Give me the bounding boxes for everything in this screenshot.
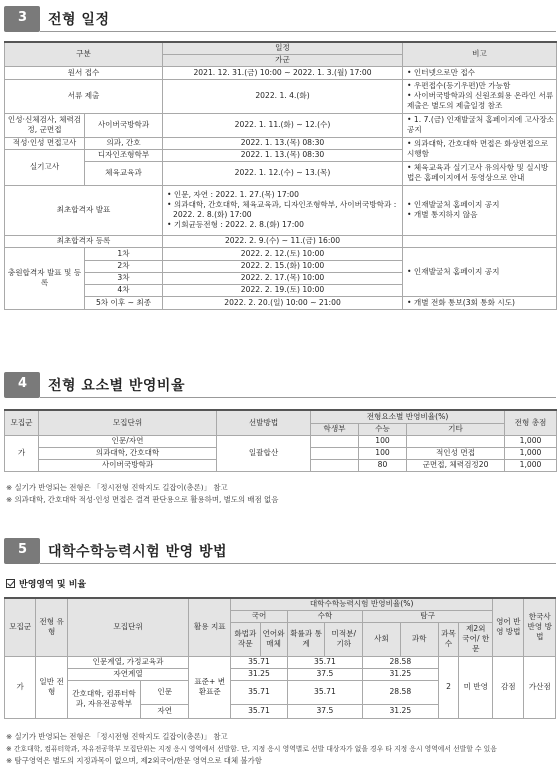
header-type: 전형 유형: [36, 598, 67, 656]
header-etc: 기타: [407, 423, 505, 435]
round-date: 2022. 2. 19.(토) 10:00: [163, 284, 403, 296]
header-index: 활용 지표: [189, 598, 231, 656]
header-math: 수학: [287, 610, 362, 622]
suneung-table: [4, 597, 556, 719]
row-note: • 인터넷으로만 접수: [403, 66, 557, 79]
student-cell: [311, 447, 359, 459]
suneung-note: ※ 간호대학, 컴퓨터학과, 자유전공학부 모집단위는 지정 응시 영역에서 선발함. 단, 지정 응시 영역별로 선발 대상자가 없을 경우 타 지정 응시 영역에서 선발할 수 있음: [6, 745, 497, 753]
subsection-heading: 반영영역 및 비율: [6, 577, 86, 590]
row-sub: 의과, 간호: [85, 137, 163, 149]
header-eng: 영어 반영 방법: [493, 598, 524, 656]
section-title: 전형 요소별 반영비율: [48, 378, 185, 394]
eng-cell: 감점: [493, 656, 524, 718]
round-label: 5차 이후 ~ 최종: [85, 296, 163, 309]
unit-cell: 의과대학, 간호대학: [39, 447, 217, 459]
suneung-cell: 80: [359, 459, 407, 471]
inq-cell: 31.25: [363, 668, 438, 680]
row-note: • 1. 7.(금) 인재발굴처 홈페이지에 고사장소 공지: [403, 113, 557, 137]
schedule-table: [4, 41, 557, 310]
sub-cell: 자연: [141, 704, 189, 718]
section-5-heading: [4, 538, 556, 564]
header-student: 학생부: [311, 423, 359, 435]
math-cell: 35.71: [287, 656, 362, 668]
header-gubun: 구분: [5, 42, 163, 66]
header-ratio: 전형요소별 반영비율(%): [311, 410, 505, 423]
row-note: • 개별 전화 통보(3회 통화 시도): [403, 296, 557, 309]
round-label: 2차: [85, 260, 163, 272]
ratio-note: ※ 의과대학, 간호대학 적성·인성 면접은 결격 판단용으로 활용하며, 별도의 배점 없음: [6, 495, 279, 504]
section-divider: [40, 397, 556, 398]
checkbox-icon: [6, 579, 15, 588]
section-number-box: 4: [4, 372, 40, 398]
section-4-heading: [4, 372, 556, 398]
row-note: • 우편접수(등기우편)만 가능함 • 사이버국방학과의 신원조회용 온라인 서류제출은 별도의 제출일정 참조: [403, 79, 557, 113]
row-note: • 의과대학, 간호대학 면접은 화상면접으로 시행함: [403, 137, 557, 161]
math-cell: 35.71: [287, 680, 362, 704]
inq-cell: 31.25: [363, 704, 438, 718]
header-ga: 가군: [163, 54, 403, 66]
header-kor: 국어: [231, 610, 288, 622]
row-label: 최초합격자 등록: [5, 235, 163, 247]
unit-cell: 사이버국방학과: [39, 459, 217, 471]
section-3-heading: [4, 6, 556, 32]
row-label: 원서 접수: [5, 66, 163, 79]
row-note: • 인재발굴처 홈페이지 공지: [403, 247, 557, 296]
header-foreign: 제2외 국어/ 한문: [459, 622, 493, 656]
header-inq2: 과학: [400, 622, 438, 656]
row-note: • 인재발굴처 홈페이지 공지 • 개별 통지하지 않음: [403, 185, 557, 235]
kor-cell: 31.25: [231, 668, 288, 680]
header-hist: 한국사 반영 방법: [524, 598, 556, 656]
group-cell: 가: [5, 435, 39, 471]
row-date: 2022. 1. 12.(수) ~ 13.(목): [163, 161, 403, 185]
student-cell: [311, 435, 359, 447]
row-label: 충원합격자 발표 및 등록: [5, 247, 85, 309]
inq-cell: 28.58: [363, 656, 438, 668]
section-number-box: 3: [4, 6, 40, 32]
unit-cell: 간호대학, 컴퓨터학과, 자유전공학부: [67, 680, 140, 718]
header-unit: 모집단위: [67, 598, 188, 656]
section-divider: [40, 31, 556, 32]
suneung-note: ※ 실기가 반영되는 전형은 「정시전형 진학지도 길잡이(총론)」 참고: [6, 732, 228, 741]
header-inq1: 사회: [363, 622, 401, 656]
row-date: 2022. 2. 9.(수) ~ 11.(금) 16:00: [163, 235, 403, 247]
row-label: 적성·인성 면접고사: [5, 137, 85, 149]
row-sub: 체육교육과: [85, 161, 163, 185]
section-divider: [40, 563, 556, 564]
ratio-table: [4, 409, 557, 472]
section-number-box: 5: [4, 538, 40, 564]
header-schedule: 일정: [163, 42, 403, 54]
header-method: 선발방법: [217, 410, 311, 435]
header-suneung: 수능: [359, 423, 407, 435]
hist-cell: 가산점: [524, 656, 556, 718]
suneung-cell: 100: [359, 447, 407, 459]
round-date: 2022. 2. 20.(일) 10:00 ~ 21:00: [163, 296, 403, 309]
header-kor1: 화법과 작문: [231, 622, 260, 656]
header-inq3: 과목 수: [438, 622, 459, 656]
row-date: 2022. 1. 13.(목) 08:30: [163, 137, 403, 149]
row-label: 최초합격자 발표: [5, 185, 163, 235]
sub-cell: 인문: [141, 680, 189, 704]
header-note: 비고: [403, 42, 557, 66]
inq-count-cell: 2: [438, 656, 459, 718]
row-date: 2022. 1. 11.(화) ~ 12.(수): [163, 113, 403, 137]
etc-cell: 군면접, 체력검정20: [407, 459, 505, 471]
section-title: 전형 일정: [48, 12, 110, 28]
index-cell: 표준+ 변환표준: [189, 656, 231, 718]
unit-cell: 인문계열, 가정교육과: [67, 656, 188, 668]
row-date: 2022. 1. 4.(화): [163, 79, 403, 113]
round-label: 4차: [85, 284, 163, 296]
header-ratio: 대학수학능력시험 반영비율(%): [231, 598, 493, 610]
round-date: 2022. 2. 12.(토) 10:00: [163, 247, 403, 260]
section-title: 대학수학능력시험 반영 방법: [48, 544, 228, 560]
header-group: 모집군: [5, 410, 39, 435]
group-cell: 가: [5, 656, 36, 718]
row-label: 인성·신체검사, 체력검정, 군면접: [5, 113, 85, 137]
header-inq: 탐구: [363, 610, 493, 622]
etc-cell: 적인성 면접: [407, 447, 505, 459]
method-cell: 일괄합산: [217, 435, 311, 471]
ratio-note: ※ 실기가 반영되는 전형은 「정시전형 진학지도 길잡이(총론)」 참고: [6, 483, 228, 492]
student-cell: [311, 459, 359, 471]
row-note-empty: [403, 235, 557, 247]
total-cell: 1,000: [505, 447, 557, 459]
round-label: 1차: [85, 247, 163, 260]
row-note: • 체육교육과 실기고사 유의사항 및 실시방법은 홈페이지에서 동영상으로 안내: [403, 161, 557, 185]
round-date: 2022. 2. 17.(목) 10:00: [163, 272, 403, 284]
row-sub: 사이버국방학과: [85, 113, 163, 137]
header-math1: 확률과 통계: [287, 622, 325, 656]
header-math2: 미적분/ 기하: [325, 622, 363, 656]
total-cell: 1,000: [505, 459, 557, 471]
header-total: 전형 총점: [505, 410, 557, 435]
row-label: 서류 제출: [5, 79, 163, 113]
row-label: 실기고사: [5, 149, 85, 185]
round-date: 2022. 2. 15.(화) 10:00: [163, 260, 403, 272]
math-cell: 37.5: [287, 668, 362, 680]
unit-cell: 자연계열: [67, 668, 188, 680]
row-sub: 디자인조형학부: [85, 149, 163, 161]
unit-cell: 인문/자연: [39, 435, 217, 447]
type-cell: 일반 전형: [36, 656, 67, 718]
foreign-cell: 미 반영: [459, 656, 493, 718]
row-lines: • 인문, 자연 : 2022. 1. 27.(목) 17:00 • 의과대학, 간호대학, 체육교육과, 디자인조형학부, 사이버국방학과 : 2022. 2. 8.(화) 17:00 • 기회균등전형 : 2022. 2. 8.(화) 17:00: [163, 185, 403, 235]
row-date: 2021. 12. 31.(금) 10:00 ~ 2022. 1. 3.(월) 17:00: [163, 66, 403, 79]
header-group: 모집군: [5, 598, 36, 656]
row-date: 2022. 1. 13.(목) 08:30: [163, 149, 403, 161]
math-cell: 37.5: [287, 704, 362, 718]
etc-cell: [407, 435, 505, 447]
round-label: 3차: [85, 272, 163, 284]
kor-cell: 35.71: [231, 680, 288, 704]
suneung-note: ※ 탐구영역은 별도의 지정과목이 없으며, 제2외국어/한문 영역으로 대체 불가함: [6, 756, 262, 765]
kor-cell: 35.71: [231, 656, 288, 668]
suneung-cell: 100: [359, 435, 407, 447]
inq-cell: 28.58: [363, 680, 438, 704]
kor-cell: 35.71: [231, 704, 288, 718]
header-kor2: 언어와 매체: [260, 622, 287, 656]
total-cell: 1,000: [505, 435, 557, 447]
header-unit: 모집단위: [39, 410, 217, 435]
